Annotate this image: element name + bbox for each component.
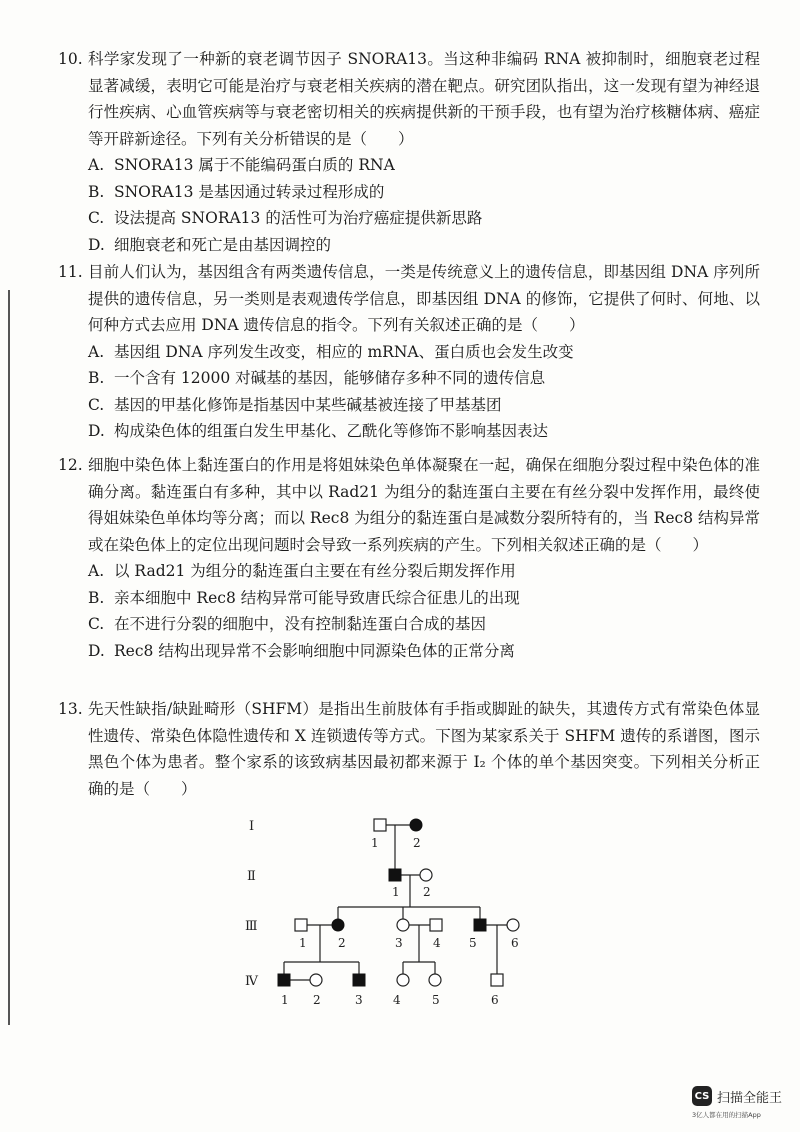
option-a: A. 基因组 DNA 序列发生改变，相应的 mRNA、蛋白质也会发生改变 [88, 342, 574, 361]
label-III4: 4 [433, 936, 441, 950]
individual-I2 [410, 819, 422, 831]
watermark-app-name: 扫描全能王 [717, 1090, 783, 1106]
individual-IV1 [278, 974, 290, 986]
generation-label-I: I [249, 819, 255, 834]
option-b: B. 亲本细胞中 Rec8 结构异常可能导致唐氏综合征患儿的出现 [88, 588, 520, 607]
question-stem: 先天性缺指/缺趾畸形（SHFM）是指出生前肢体有手指或脚趾的缺失，其遗传方式有常染色体显性遗传、常染色体隐性遗传和 X 连锁遗传等方式。下图为某家系关于 SHFM 遗传的系谱图，图示黑色个体为患者。整个家系的该致病基因最初都来源于 I₂ 个体的单个基因突变。下列相关分析正确的是（ ） [88, 700, 760, 798]
option-d: D. 构成染色体的组蛋白发生甲基化、乙酰化等修饰不影响基因表达 [88, 422, 549, 440]
individual-III4 [430, 919, 442, 931]
individual-II1 [389, 869, 401, 881]
option-a: A. 以 Rad21 为组分的黏连蛋白主要在有丝分裂后期发挥作用 [88, 562, 516, 580]
generation-label-II: Ⅱ [247, 869, 256, 884]
individual-III6 [507, 919, 519, 931]
label-IV6: 6 [491, 993, 499, 1007]
question-stem: 科学家发现了一种新的衰老调节因子 SNORA13。当这种非编码 RNA 被抑制时，细胞衰老过程显著减缓，表明它可能是治疗与衰老相关疾病的潜在靶点。研究团队指出，这一发现有望为神经退行性疾病、心血管疾病等与衰老密切相关的疾病提供新的干预手段，也有望为治疗核糖体病、癌症等开辟新途径。下列有关分析错误的是（ ） [88, 50, 760, 148]
question-number: 11. [58, 263, 83, 281]
individual-III3 [397, 919, 409, 931]
individual-I1 [374, 819, 386, 831]
question-stem: 目前人们认为，基因组含有两类遗传信息，一类是传统意义上的遗传信息，即基因组 DNA 序列所提供的遗传信息，另一类则是表观遗传学信息，即基因组 DNA 的修饰，它提供了何时、何地、以何种方式去应用 DNA 遗传信息的指令。下列有关叙述正确的是（ ） [88, 263, 760, 334]
label-III2: 2 [338, 936, 346, 950]
label-I1: 1 [371, 836, 379, 850]
question-number: 12. [58, 456, 83, 474]
label-II1: 1 [392, 885, 400, 899]
option-c: C. 基因的甲基化修饰是指基因中某些碱基被连接了甲基基团 [88, 395, 502, 414]
label-IV2: 2 [313, 993, 321, 1007]
watermark-tagline: 3亿人都在用的扫描App [692, 1111, 761, 1119]
label-IV4: 4 [393, 993, 401, 1007]
individual-IV6 [491, 974, 503, 986]
question-12 [60, 452, 760, 664]
individual-IV4 [397, 974, 409, 986]
option-b: B. SNORA13 是基因通过转录过程形成的 [88, 182, 385, 201]
individual-IV2 [310, 974, 322, 986]
label-III6: 6 [511, 936, 519, 950]
camscanner-logo-icon: CS [692, 1086, 712, 1106]
label-III3: 3 [395, 936, 403, 950]
question-number: 13. [58, 700, 83, 718]
generation-label-III: Ⅲ [245, 919, 258, 934]
label-III1: 1 [299, 936, 307, 950]
label-IV1: 1 [281, 993, 289, 1007]
individual-III1 [295, 919, 307, 931]
individual-II2 [420, 869, 432, 881]
question-stem: 细胞中染色体上黏连蛋白的作用是将姐妹染色单体凝聚在一起，确保在细胞分裂过程中染色体的准确分离。黏连蛋白有多种，其中以 Rad21 为组分的黏连蛋白主要在有丝分裂中发挥作用，最终使得姐妹染色单体均等分离；而以 Rec8 为组分的黏连蛋白是减数分裂所特有的，当 Rec8 结构异常或在染色体上的定位出现问题时会导致一系列疾病的产生。下列相关叙述正确的是（ ） [88, 456, 760, 554]
scanner-watermark [692, 1086, 782, 1106]
label-II2: 2 [423, 885, 431, 899]
option-a: A. SNORA13 属于不能编码蛋白质的 RNA [88, 156, 395, 174]
option-c: C. 设法提高 SNORA13 的活性可为治疗癌症提供新思路 [88, 209, 483, 227]
individual-III5 [474, 919, 486, 931]
binding-margin-line [8, 290, 10, 1025]
question-number: 10. [58, 50, 83, 68]
question-11 [60, 259, 760, 445]
option-b: B. 一个含有 12000 对碱基的基因，能够储存多种不同的遗传信息 [88, 369, 546, 387]
individual-III2 [332, 919, 344, 931]
individual-IV3 [353, 974, 365, 986]
label-IV3: 3 [355, 993, 363, 1007]
label-I2: 2 [413, 836, 421, 850]
label-III5: 5 [469, 936, 477, 950]
question-10 [60, 46, 760, 258]
question-13 [60, 696, 760, 802]
label-IV5: 5 [432, 993, 440, 1007]
pedigree-chart [245, 810, 545, 1015]
option-c: C. 在不进行分裂的细胞中，没有控制黏连蛋白合成的基因 [88, 615, 487, 633]
option-d: D. 细胞衰老和死亡是由基因调控的 [88, 235, 332, 254]
generation-label-IV: Ⅳ [245, 974, 258, 989]
individual-IV5 [429, 974, 441, 986]
option-d: D. Rec8 结构出现异常不会影响细胞中同源染色体的正常分离 [88, 641, 515, 660]
